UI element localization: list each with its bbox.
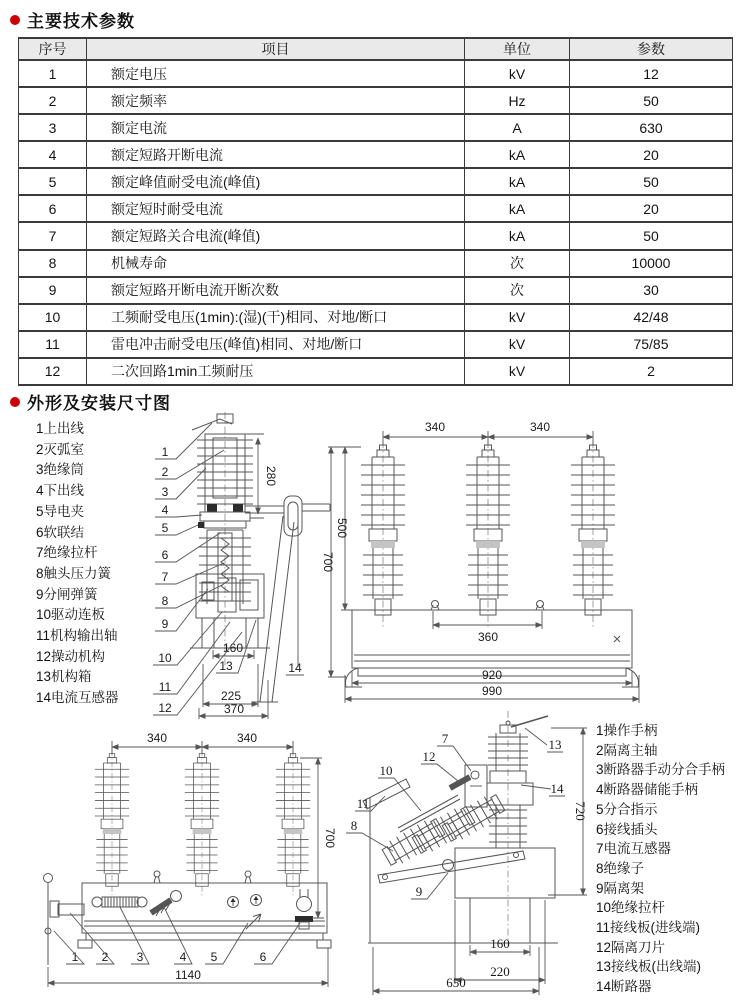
callout-label: 10 [379,763,393,778]
cell-item: 额定电流 [87,114,465,141]
cell-value: 50 [570,87,733,114]
parts-list-item: 8绝缘子 [596,860,645,876]
callout-label: 8 [350,818,358,833]
cell-unit: kV [465,331,570,358]
callout-label: 11 [356,796,370,811]
cell-unit: Hz [465,87,570,114]
dim-label: 720 [573,801,588,821]
dim-label: 700 [323,827,337,849]
sectional-view-drawing [146,412,346,730]
cell-value: 12 [570,60,733,87]
cell-item: 额定电压 [87,60,465,87]
parts-list-item: 10驱动连板 [36,607,106,623]
dim-label: 340 [146,731,168,745]
header-index: 序号 [19,38,87,60]
callout-label: 12 [158,701,172,715]
callout-14 [286,520,304,675]
cell-value: 20 [570,195,733,222]
callout-label: 13 [548,737,562,752]
table-row [19,195,733,222]
table-row [19,114,733,141]
cell-value: 50 [570,168,733,195]
table-row [19,250,733,277]
dimension-360 [433,611,542,644]
parts-list-item: 2隔离主轴 [596,742,658,758]
parts-list-item: 3断路器手动分合手柄 [596,762,726,778]
dimension-700 [300,758,337,918]
dim-label: 920 [481,668,503,682]
callout-label: 5 [161,521,169,535]
table-row [19,141,733,168]
table-row [19,358,733,385]
red-bullet-icon [10,15,20,25]
dim-label: 280 [264,465,278,487]
table-row [19,87,733,114]
side-view-figure [363,711,558,945]
dimension-340-right [202,731,293,747]
parts-list-item: 11机构输出轴 [36,628,118,644]
table-row [19,277,733,304]
callout-label: 6 [259,950,267,964]
front-view-bottom-drawing [20,733,350,1004]
cell-value: 42/48 [570,304,733,331]
parts-list-item: 13机构箱 [36,669,92,685]
callout-label: 3 [136,950,144,964]
callout-label: 6 [161,548,169,562]
dim-label: 160 [222,641,244,655]
parts-list-item: 7电流互感器 [596,841,672,857]
table-row [19,222,733,249]
callout-label: 3 [161,485,169,499]
dim-label: 360 [477,630,499,644]
table-row [19,331,733,358]
section-title-parameters [10,7,135,32]
cell-index: 6 [19,195,87,222]
cell-index: 9 [19,277,87,304]
section-title-dimensions [10,389,171,414]
front-bottom-callouts [54,905,300,964]
isolator-frame-bar [378,851,525,883]
isolator-shaft [50,901,84,917]
header-unit: 单位 [465,38,570,60]
parts-list-top [36,419,119,709]
dimension-340-left [112,731,293,754]
cell-item: 二次回路1min工频耐压 [87,358,465,385]
parts-list-item: 5导电夹 [36,503,85,519]
cell-value: 30 [570,277,733,304]
cell-index: 12 [19,358,87,385]
cell-value: 10000 [570,250,733,277]
cell-value: 50 [570,222,733,249]
cell-unit: kA [465,222,570,249]
cell-value: 75/85 [570,331,733,358]
callout-label: 4 [161,503,169,517]
callout-label: 2 [161,465,169,479]
cell-unit: 次 [465,250,570,277]
cell-unit: 次 [465,277,570,304]
parts-list-item: 7绝缘拉杆 [36,545,98,561]
callout-label: 1 [71,950,79,964]
callout-label: 11 [158,680,172,694]
dim-label: 370 [223,702,245,716]
header-value: 参数 [570,38,733,60]
parts-list-item: 10绝缘拉杆 [596,900,666,916]
callout-label: 7 [441,731,449,746]
cell-index: 11 [19,331,87,358]
cell-index: 3 [19,114,87,141]
dimension-720 [548,728,588,895]
cell-unit: kA [465,141,570,168]
cell-item: 雷电冲击耐受电压(峰值)相同、对地/断口 [87,331,465,358]
cell-item: 额定短时耐受电流 [87,195,465,222]
cell-item: 工频耐受电压(1min):(湿)(干)相同、对地/断口 [87,304,465,331]
cell-index: 8 [19,250,87,277]
parts-list-item: 1操作手柄 [596,723,658,738]
callout-label: 8 [161,594,169,608]
dimension-1140 [48,948,328,987]
pole-section-figure [190,412,330,702]
dim-label: 220 [490,964,510,979]
table-row [19,168,733,195]
parts-list-item: 11接线板(进线端) [596,920,701,936]
cell-index: 1 [19,60,87,87]
dim-label: 650 [446,975,466,990]
dimension-500 [335,447,361,610]
incoming-terminal-plate [363,779,410,943]
cell-unit: A [465,114,570,141]
cell-unit: kV [465,304,570,331]
callout-label: 1 [161,445,169,459]
dim-label: 340 [236,731,258,745]
front-view-top-drawing [318,415,743,730]
cell-unit: kA [465,195,570,222]
cell-value: 2 [570,358,733,385]
table-row [19,60,733,87]
dim-label: 340 [529,420,551,434]
parts-list-item: 14断路器 [596,979,652,995]
dim-label: 500 [335,517,349,539]
callout-label: 7 [161,570,169,584]
callout-label: 10 [158,651,172,665]
cell-index: 2 [19,87,87,114]
parts-list-item: 4断路器储能手柄 [596,782,699,798]
dimension-160 [470,936,530,956]
section-title-text: 主要技术参数 [27,12,135,31]
table-header-row [19,38,733,60]
indicator-detail [228,895,262,930]
parameters-table [18,37,733,386]
parts-list-item: 14电流互感器 [36,690,119,706]
callout-label: 14 [550,781,564,796]
callout-label: 13 [219,659,233,673]
parts-list-item: 5分合指示 [596,801,658,817]
parts-list-bottom [596,721,725,997]
table-header [19,38,733,60]
cell-index: 10 [19,304,87,331]
cell-item: 额定短路开断电流开断次数 [87,277,465,304]
cell-item: 额定短路关合电流(峰值) [87,222,465,249]
operating-handle-rod [44,874,53,966]
parts-list-item: 6接线插头 [596,821,658,837]
header-item: 项目 [87,38,465,60]
parts-list-item: 6软联结 [36,524,85,540]
cell-unit: kA [465,168,570,195]
parts-list-item: 4下出线 [36,483,85,499]
cell-index: 5 [19,168,87,195]
dim-label: 1140 [175,968,201,982]
breaker-front-figure [346,441,639,687]
callout-label: 9 [161,617,169,631]
dimension-340-left [383,420,593,445]
spring-detail [92,897,147,907]
cell-item: 额定峰值耐受电流(峰值) [87,168,465,195]
dimension-700 [321,447,346,677]
dim-label: 700 [321,551,335,573]
parts-list-item: 13接线板(出线端) [596,959,702,975]
dim-label: 990 [481,684,503,698]
cell-unit: kV [465,60,570,87]
callout-label: 12 [422,749,436,764]
table-row [19,304,733,331]
dim-label: 160 [490,936,510,951]
dimension-650 [373,947,539,995]
side-view-drawing [343,703,605,1004]
cell-value: 20 [570,141,733,168]
parts-list-item: 9分闸弹簧 [36,586,98,602]
dim-label: 340 [424,420,446,434]
cell-index: 4 [19,141,87,168]
parts-list-item: 8触头压力簧 [36,565,112,581]
callout-label: 9 [415,884,423,899]
cell-item: 额定频率 [87,87,465,114]
dim-label: 225 [220,689,242,703]
cell-item: 额定短路开断电流 [87,141,465,168]
cell-value: 630 [570,114,733,141]
parts-list-item: 2灭弧室 [36,441,85,457]
callout-label: 5 [210,950,218,964]
cell-index: 7 [19,222,87,249]
callout-label: 2 [101,950,109,964]
cell-unit: kV [465,358,570,385]
dimension-340-right [488,420,593,437]
parts-list-item: 12隔离刀片 [596,939,666,955]
parts-list-item: 12操动机构 [36,648,106,664]
isolator-tilted-insulators [380,771,507,869]
section-title-text: 外形及安装尺寸图 [27,394,171,413]
red-bullet-icon [10,397,20,407]
plug-detail [295,889,313,929]
callout-label: 4 [179,950,187,964]
parts-list-item: 9隔离架 [596,880,645,896]
callout-label: 14 [288,661,302,675]
parts-list-item: 1上出线 [36,421,85,436]
table-body [19,60,733,385]
parts-list-item: 3绝缘筒 [36,462,85,478]
cell-item: 机械寿命 [87,250,465,277]
